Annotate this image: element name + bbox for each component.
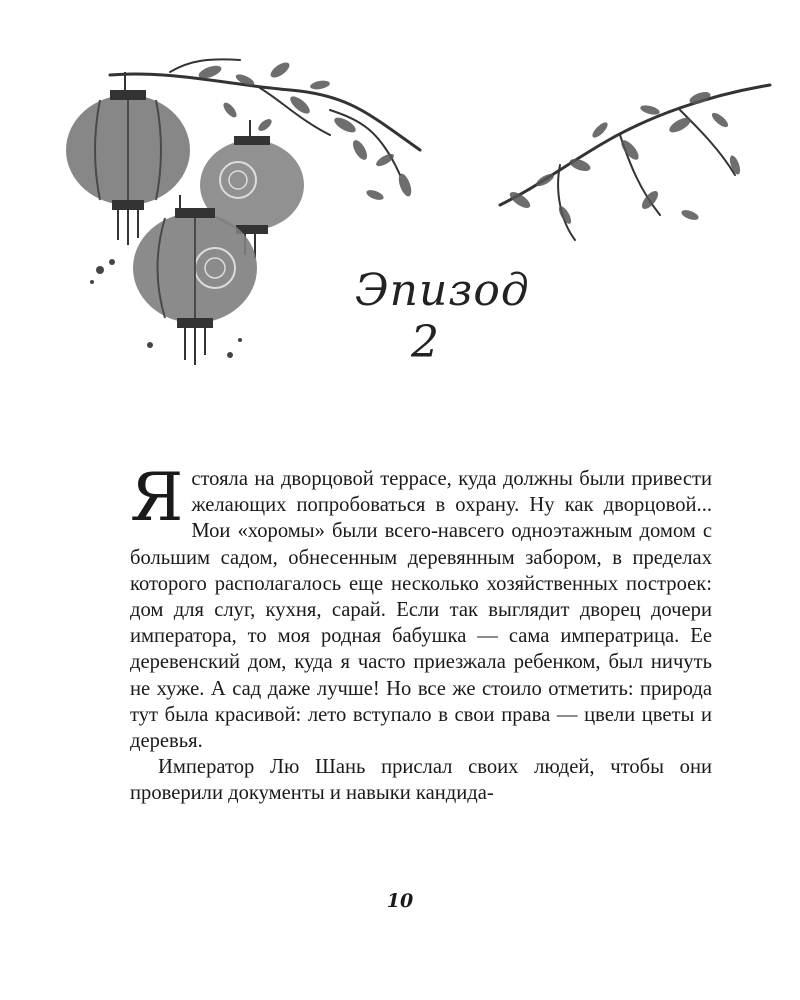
decorative-illustration xyxy=(0,0,800,440)
branch-right-icon xyxy=(500,85,770,240)
body-text xyxy=(130,459,712,807)
drop-cap: Я xyxy=(130,459,184,536)
chapter-word: Эпизод xyxy=(355,265,530,316)
chapter-number: 2 xyxy=(411,317,439,368)
paragraph-2: Император Лю Шань прислал своих людей, чтобы они проверили документы и навыки кандида- xyxy=(130,756,712,805)
paragraph-1-text: стояла на дворцовой террасе, куда должны были привести желающих попробоваться в охрану. Ну как дворцовой... Мои «хоромы» были всего-навсего одноэтажным домом с большим садом, обнесенным деревянным забором, в пределах которого располагалось еще несколько хозяйственных построек: дом для слуг, кухня, сарай. Если так выглядит дворец дочери императора, то моя родная бабушка — сама императрица. Ее деревенский дом, куда я часто приезжала ребенком, был ничуть не хуже. А сад даже лучше! Но все же стоило отметить: природа тут была красивой: лето вступало в свои права — цвели цветы и деревья. xyxy=(130,468,712,753)
chapter-title xyxy=(355,265,530,369)
page-number: 10 xyxy=(386,890,414,912)
paragraph-1 xyxy=(130,459,712,754)
leaves-right-icon xyxy=(507,90,742,226)
